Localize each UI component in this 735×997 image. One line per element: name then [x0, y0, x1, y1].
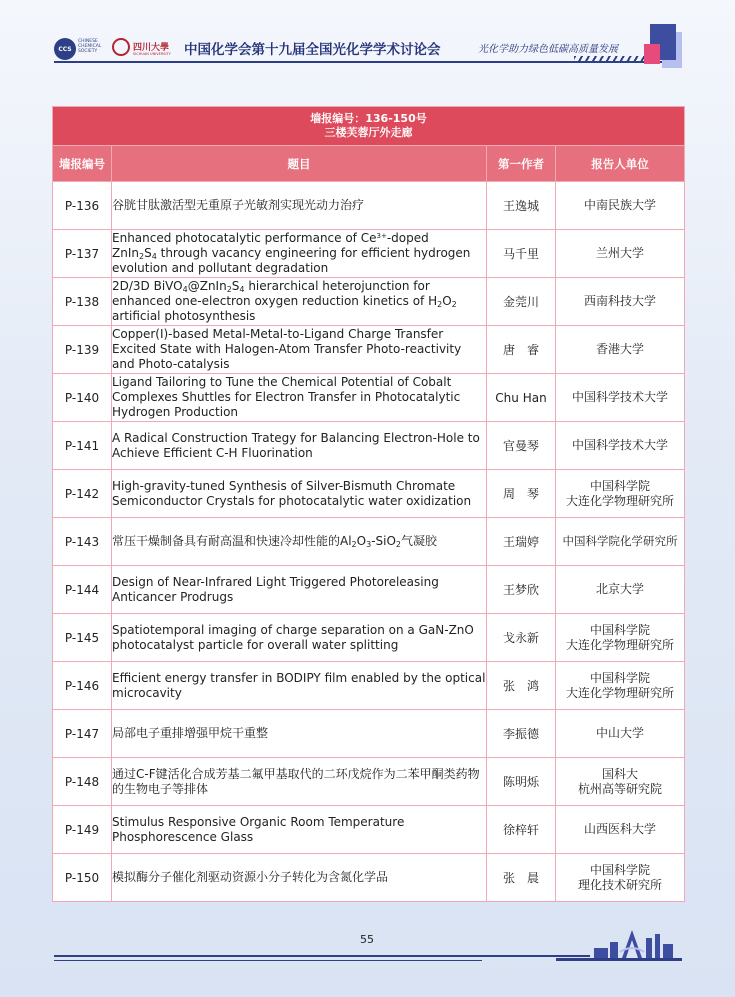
poster-title: A Radical Construction Trategy for Balancing Electron-Hole to Achieve Efficient C-H Fluorination — [112, 422, 487, 470]
column-header-row — [53, 146, 685, 182]
title-part: S — [144, 246, 152, 261]
affiliation-line2: 杭州高等研究院 — [577, 781, 662, 796]
title-part: 2D/3D BiVO — [112, 279, 183, 294]
poster-title — [112, 230, 487, 278]
table-row — [53, 422, 685, 470]
banner-line2: 三楼芙蓉厅外走廊 — [324, 126, 413, 139]
poster-title: Stimulus Responsive Organic Room Temperature Phosphorescence Glass — [112, 806, 487, 854]
footer-rule — [54, 955, 590, 957]
ccs-logo-mark: CCS — [58, 45, 72, 53]
affiliation-line1: 中国科学技术大学 — [571, 390, 668, 404]
first-author: 马千里 — [487, 230, 556, 278]
affiliation-line1: 中国科学院化学研究所 — [562, 534, 678, 548]
col-unit-header: 报告人单位 — [556, 146, 685, 182]
title-sub: 4 — [182, 285, 188, 295]
title-sup: 3+ — [376, 232, 387, 241]
table-row — [53, 758, 685, 806]
title-part: artificial photosynthesis — [112, 308, 256, 323]
poster-code: P-145 — [53, 614, 112, 662]
affiliation-line1: 兰州大学 — [595, 246, 644, 260]
poster-title: Spatiotemporal imaging of charge separation on a GaN-ZnO photocatalyst particle for overall water splitting — [112, 614, 487, 662]
table-row — [53, 854, 685, 902]
first-author: 官曼琴 — [487, 422, 556, 470]
table-row — [53, 566, 685, 614]
conference-title: 中国化学会第十九届全国光化学学术讨论会 — [184, 42, 441, 58]
title-sub: 2 — [437, 300, 443, 310]
title-part: -SiO — [371, 534, 396, 549]
ccs-logo — [54, 38, 76, 60]
affiliation — [556, 182, 685, 230]
affiliation-line1: 山西医科大学 — [583, 822, 656, 836]
affiliation-line1: 国科大 — [601, 766, 638, 781]
title-part: -doped — [386, 231, 429, 246]
poster-table — [52, 106, 685, 902]
header-rule — [54, 61, 666, 63]
affiliation-line2: 大连化学物理研究所 — [565, 493, 674, 508]
table-row — [53, 278, 685, 326]
title-sub: 2 — [351, 540, 357, 550]
poster-title: 模拟酶分子催化剂驱动资源小分子转化为含氮化学品 — [112, 854, 487, 902]
poster-title — [112, 278, 487, 326]
title-part: ZnIn — [112, 246, 139, 261]
table-row — [53, 710, 685, 758]
title-part: @ZnIn — [187, 279, 227, 294]
poster-title: 通过C-F键活化合成芳基二氟甲基取代的二环戊烷作为二苯甲酮类药物的生物电子等排体 — [112, 758, 487, 806]
scu-logo-sub: SICHUAN UNIVERSITY — [133, 52, 171, 56]
scu-logo — [112, 38, 130, 56]
affiliation — [556, 662, 685, 710]
poster-title: Efficient energy transfer in BODIPY film enabled by the optical microcavity — [112, 662, 487, 710]
poster-title: Ligand Tailoring to Tune the Chemical Potential of Cobalt Complexes Shuttles for Electron Transfer in Photocatalytic Hydrogen Production — [112, 374, 487, 422]
first-author: Chu Han — [487, 374, 556, 422]
affiliation-line1: 中山大学 — [595, 726, 644, 740]
poster-title — [112, 518, 487, 566]
table-row — [53, 326, 685, 374]
poster-code: P-141 — [53, 422, 112, 470]
table-row — [53, 806, 685, 854]
first-author: 金莞川 — [487, 278, 556, 326]
title-sub: 2 — [226, 285, 232, 295]
scu-logo-text: 四川大學 — [133, 43, 170, 53]
table-row — [53, 662, 685, 710]
poster-code: P-138 — [53, 278, 112, 326]
affiliation-line2: 大连化学物理研究所 — [565, 637, 674, 652]
col-author-header: 第一作者 — [487, 146, 556, 182]
first-author: 王逸城 — [487, 182, 556, 230]
affiliation — [556, 806, 685, 854]
table-row — [53, 614, 685, 662]
poster-title: Copper(I)-based Metal-Metal-to-Ligand Charge Transfer Excited State with Halogen-Atom Transfer Photo-reactivity and Photo-catalysis — [112, 326, 487, 374]
header-stripes — [574, 56, 648, 61]
title-sub: 2 — [451, 300, 457, 310]
footer-rule-right — [556, 958, 682, 961]
affiliation-line1: 中国科学院 — [589, 670, 650, 685]
first-author: 徐梓轩 — [487, 806, 556, 854]
affiliation-line1: 中国科学院 — [589, 622, 650, 637]
poster-title: Design of Near-Infrared Light Triggered Photoreleasing Anticancer Prodrugs — [112, 566, 487, 614]
poster-code: P-137 — [53, 230, 112, 278]
session-banner — [53, 107, 685, 146]
affiliation — [556, 614, 685, 662]
page-number: 55 — [360, 933, 374, 946]
affiliation-line1: 北京大学 — [595, 582, 644, 596]
first-author: 张 晨 — [487, 854, 556, 902]
poster-code: P-144 — [53, 566, 112, 614]
title-part: O — [356, 534, 367, 549]
poster-title: 谷胱甘肽激活型无重原子光敏剂实现光动力治疗 — [112, 182, 487, 230]
title-sub: 4 — [151, 252, 157, 262]
poster-code: P-139 — [53, 326, 112, 374]
first-author: 陈明烁 — [487, 758, 556, 806]
poster-code: P-136 — [53, 182, 112, 230]
first-author: 王瑞婷 — [487, 518, 556, 566]
col-code-header: 墙报编号 — [53, 146, 112, 182]
title-sub: 2 — [395, 540, 402, 550]
table-row — [53, 182, 685, 230]
poster-code: P-142 — [53, 470, 112, 518]
affiliation-line2: 理化技术研究所 — [577, 877, 662, 892]
table-row — [53, 374, 685, 422]
first-author: 张 鸿 — [487, 662, 556, 710]
col-title-header: 题目 — [112, 146, 487, 182]
table-row — [53, 470, 685, 518]
affiliation — [556, 854, 685, 902]
title-part: 常压干燥制备具有耐高温和快速冷却性能的Al — [112, 534, 352, 549]
affiliation-line1: 中南民族大学 — [583, 198, 656, 212]
affiliation-line2: 大连化学物理研究所 — [565, 685, 674, 700]
corner-block-pink — [644, 44, 660, 64]
title-part: 气凝胶 — [401, 534, 438, 549]
title-sub: 3 — [366, 540, 372, 550]
affiliation — [556, 470, 685, 518]
banner-row — [53, 107, 685, 146]
affiliation-line1: 中国科学院 — [589, 478, 650, 493]
skyline-graphic — [592, 926, 682, 958]
affiliation-line1: 香港大学 — [595, 342, 644, 356]
title-part: hierarchical heterojunction for enhanced one-electron oxygen reduction kinetics of H — [112, 279, 438, 309]
footer-rule-thin — [54, 960, 482, 961]
affiliation — [556, 710, 685, 758]
title-sub: 2 — [138, 252, 145, 262]
affiliation — [556, 518, 685, 566]
first-author: 王梦欣 — [487, 566, 556, 614]
table-row — [53, 230, 685, 278]
affiliation — [556, 326, 685, 374]
affiliation — [556, 278, 685, 326]
affiliation — [556, 758, 685, 806]
poster-code: P-148 — [53, 758, 112, 806]
affiliation-line1: 中国科学技术大学 — [571, 438, 668, 452]
title-sub: 4 — [239, 285, 245, 295]
poster-code: P-140 — [53, 374, 112, 422]
affiliation-line1: 中国科学院 — [589, 862, 650, 877]
page-header — [0, 0, 735, 72]
poster-code: P-149 — [53, 806, 112, 854]
poster-title: High-gravity-tuned Synthesis of Silver-Bismuth Chromate Semiconductor Crystals for photocatalytic water oxidization — [112, 470, 487, 518]
poster-code: P-147 — [53, 710, 112, 758]
poster-title: 局部电子重排增强甲烷干重整 — [112, 710, 487, 758]
first-author: 李振德 — [487, 710, 556, 758]
banner-line1: 墙报编号：136-150号 — [310, 112, 427, 125]
title-part: through vacancy engineering for efficient hydrogen evolution and pollutant degradation — [112, 246, 471, 275]
first-author: 戈永新 — [487, 614, 556, 662]
poster-code: P-143 — [53, 518, 112, 566]
title-part: O — [442, 294, 452, 309]
affiliation — [556, 230, 685, 278]
first-author: 周 琴 — [487, 470, 556, 518]
affiliation — [556, 422, 685, 470]
affiliation — [556, 566, 685, 614]
poster-code: P-146 — [53, 662, 112, 710]
conference-slogan: 光化学助力绿色低碳高质量发展 — [478, 44, 618, 55]
title-part: Enhanced photocatalytic performance of Ce — [112, 231, 377, 246]
affiliation-line1: 西南科技大学 — [583, 294, 656, 308]
title-part: S — [231, 279, 240, 294]
poster-code: P-150 — [53, 854, 112, 902]
first-author: 唐 睿 — [487, 326, 556, 374]
ccs-logo-text: CHINESE CHEMICAL SOCIETY — [78, 39, 102, 54]
affiliation — [556, 374, 685, 422]
table-row — [53, 518, 685, 566]
